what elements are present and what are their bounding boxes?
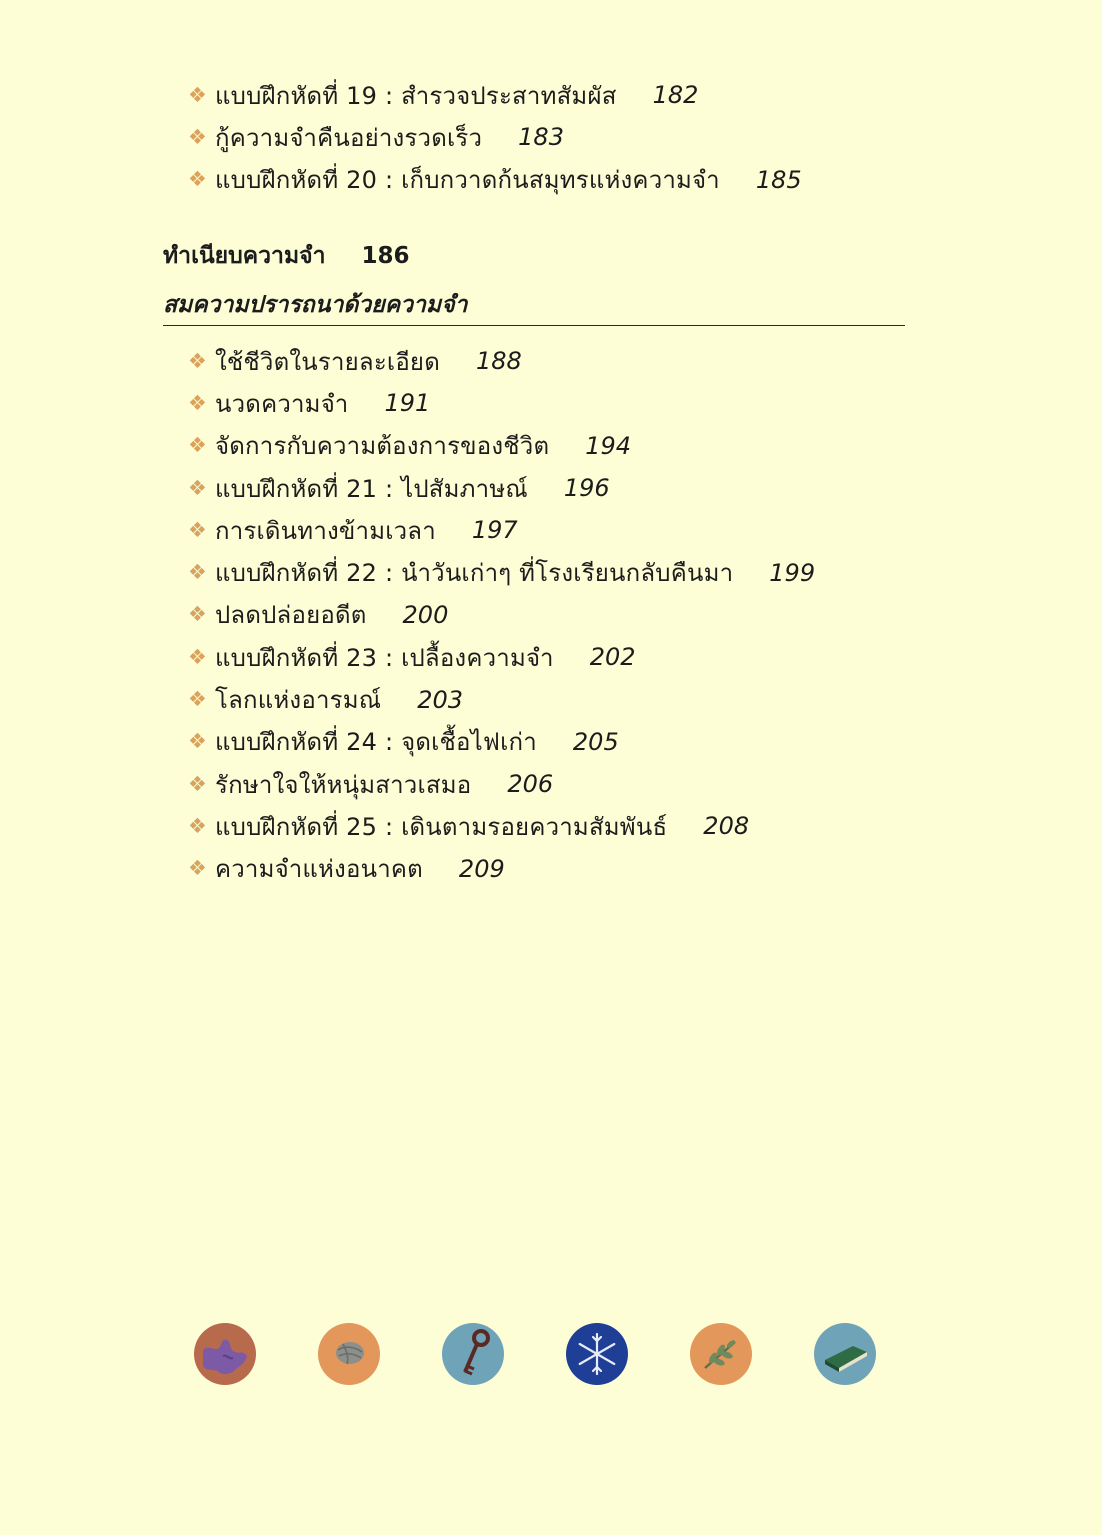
toc-entry-title: แบบฝึกหัดที่ 19 : สำรวจประสาทสัมผัส xyxy=(215,81,617,110)
toc-entry-title: นวดความจำ xyxy=(215,389,349,418)
diamond-bullet-icon: ❖ xyxy=(188,167,207,192)
toc-entry-title: ปลดปล่อยอดีต xyxy=(215,601,367,630)
toc-entry-page: 191 xyxy=(384,389,431,418)
toc-entry-page: 206 xyxy=(507,770,554,799)
toc-entry[interactable] xyxy=(188,721,815,763)
puzzle-map-icon xyxy=(193,1322,257,1386)
toc-entry-page: 188 xyxy=(475,347,522,376)
toc-entry-page: 202 xyxy=(589,643,636,672)
toc-entry-page: 194 xyxy=(585,431,632,460)
toc-entry[interactable] xyxy=(188,159,802,201)
toc-entry-title: แบบฝึกหัดที่ 22 : นำวันเก่าๆ ที่โรงเรียนกลับคืนมา xyxy=(215,559,734,588)
toc-entry[interactable] xyxy=(188,678,815,720)
section-divider xyxy=(163,325,905,326)
toc-entry[interactable] xyxy=(188,636,815,678)
diamond-bullet-icon: ❖ xyxy=(188,124,207,149)
diamond-bullet-icon: ❖ xyxy=(188,433,207,458)
toc-entry-title: ใช้ชีวิตในรายละเอียด xyxy=(215,347,440,376)
diamond-bullet-icon: ❖ xyxy=(188,82,207,107)
toc-entry[interactable] xyxy=(188,116,802,158)
toc-entry[interactable] xyxy=(188,805,815,847)
toc-entry[interactable] xyxy=(188,763,815,805)
toc-entry-page: 200 xyxy=(402,600,449,629)
section-page: 186 xyxy=(361,243,410,269)
section-subtitle: สมความปรารถนาด้วยความจำ xyxy=(163,292,468,318)
toc-entry-page: 208 xyxy=(703,812,750,841)
toc-entry[interactable] xyxy=(188,509,815,551)
key-icon xyxy=(441,1322,505,1386)
toc-entry[interactable] xyxy=(188,594,815,636)
leaf-icon xyxy=(689,1322,753,1386)
toc-entry-title: แบบฝึกหัดที่ 21 : ไปสัมภาษณ์ xyxy=(215,474,528,503)
book-icon xyxy=(813,1322,877,1386)
toc-entry[interactable] xyxy=(188,382,815,424)
diamond-bullet-icon: ❖ xyxy=(188,602,207,627)
section-heading[interactable] xyxy=(163,238,410,274)
toc-entry-page: 183 xyxy=(518,123,564,152)
diamond-bullet-icon: ❖ xyxy=(188,856,207,881)
toc-entry-page: 197 xyxy=(471,516,518,545)
toc-entry-title: แบบฝึกหัดที่ 23 : เปลื้องความจำ xyxy=(215,643,554,672)
toc-entry-page: 199 xyxy=(769,558,816,587)
diamond-bullet-icon: ❖ xyxy=(188,390,207,415)
toc-entry[interactable] xyxy=(188,467,815,509)
diamond-bullet-icon: ❖ xyxy=(188,644,207,669)
toc-entry-title: แบบฝึกหัดที่ 20 : เก็บกวาดก้นสมุทรแห่งความจำ xyxy=(215,166,720,195)
toc-entry[interactable] xyxy=(188,340,815,382)
toc-entry-title: โลกแห่งอารมณ์ xyxy=(215,686,382,715)
toc-entry-title: การเดินทางข้ามเวลา xyxy=(215,516,436,545)
toc-entry[interactable] xyxy=(188,551,815,593)
toc-entry-title: กู้ความจำคืนอย่างรวดเร็ว xyxy=(215,123,483,152)
yarn-ball-icon xyxy=(317,1322,381,1386)
diamond-bullet-icon: ❖ xyxy=(188,687,207,712)
toc-entry-page: 203 xyxy=(417,685,464,714)
diamond-bullet-icon: ❖ xyxy=(188,517,207,542)
toc-entry-page: 196 xyxy=(563,474,610,503)
diamond-bullet-icon: ❖ xyxy=(188,348,207,373)
toc-entry-title: แบบฝึกหัดที่ 24 : จุดเชื้อไฟเก่า xyxy=(215,728,537,757)
toc-list-top xyxy=(188,74,802,201)
toc-list-bottom xyxy=(188,340,815,890)
diamond-bullet-icon: ❖ xyxy=(188,771,207,796)
toc-entry-title: รักษาใจให้หนุ่มสาวเสมอ xyxy=(215,770,472,799)
diamond-bullet-icon: ❖ xyxy=(188,729,207,754)
toc-entry-title: จัดการกับความต้องการของชีวิต xyxy=(215,432,550,461)
toc-entry-page: 209 xyxy=(458,854,505,883)
diamond-bullet-icon: ❖ xyxy=(188,475,207,500)
toc-entry-page: 205 xyxy=(572,727,619,756)
toc-entry-title: แบบฝึกหัดที่ 25 : เดินตามรอยความสัมพันธ์ xyxy=(215,812,668,841)
diamond-bullet-icon: ❖ xyxy=(188,560,207,585)
toc-entry-page: 182 xyxy=(652,81,699,110)
section-title: ทำเนียบความจำ xyxy=(163,243,326,269)
toc-entry[interactable] xyxy=(188,425,815,467)
snowflake-icon xyxy=(565,1322,629,1386)
toc-entry[interactable] xyxy=(188,848,815,890)
diamond-bullet-icon: ❖ xyxy=(188,813,207,838)
toc-entry[interactable] xyxy=(188,74,802,116)
toc-entry-page: 185 xyxy=(755,165,802,194)
toc-entry-title: ความจำแห่งอนาคต xyxy=(215,855,423,884)
